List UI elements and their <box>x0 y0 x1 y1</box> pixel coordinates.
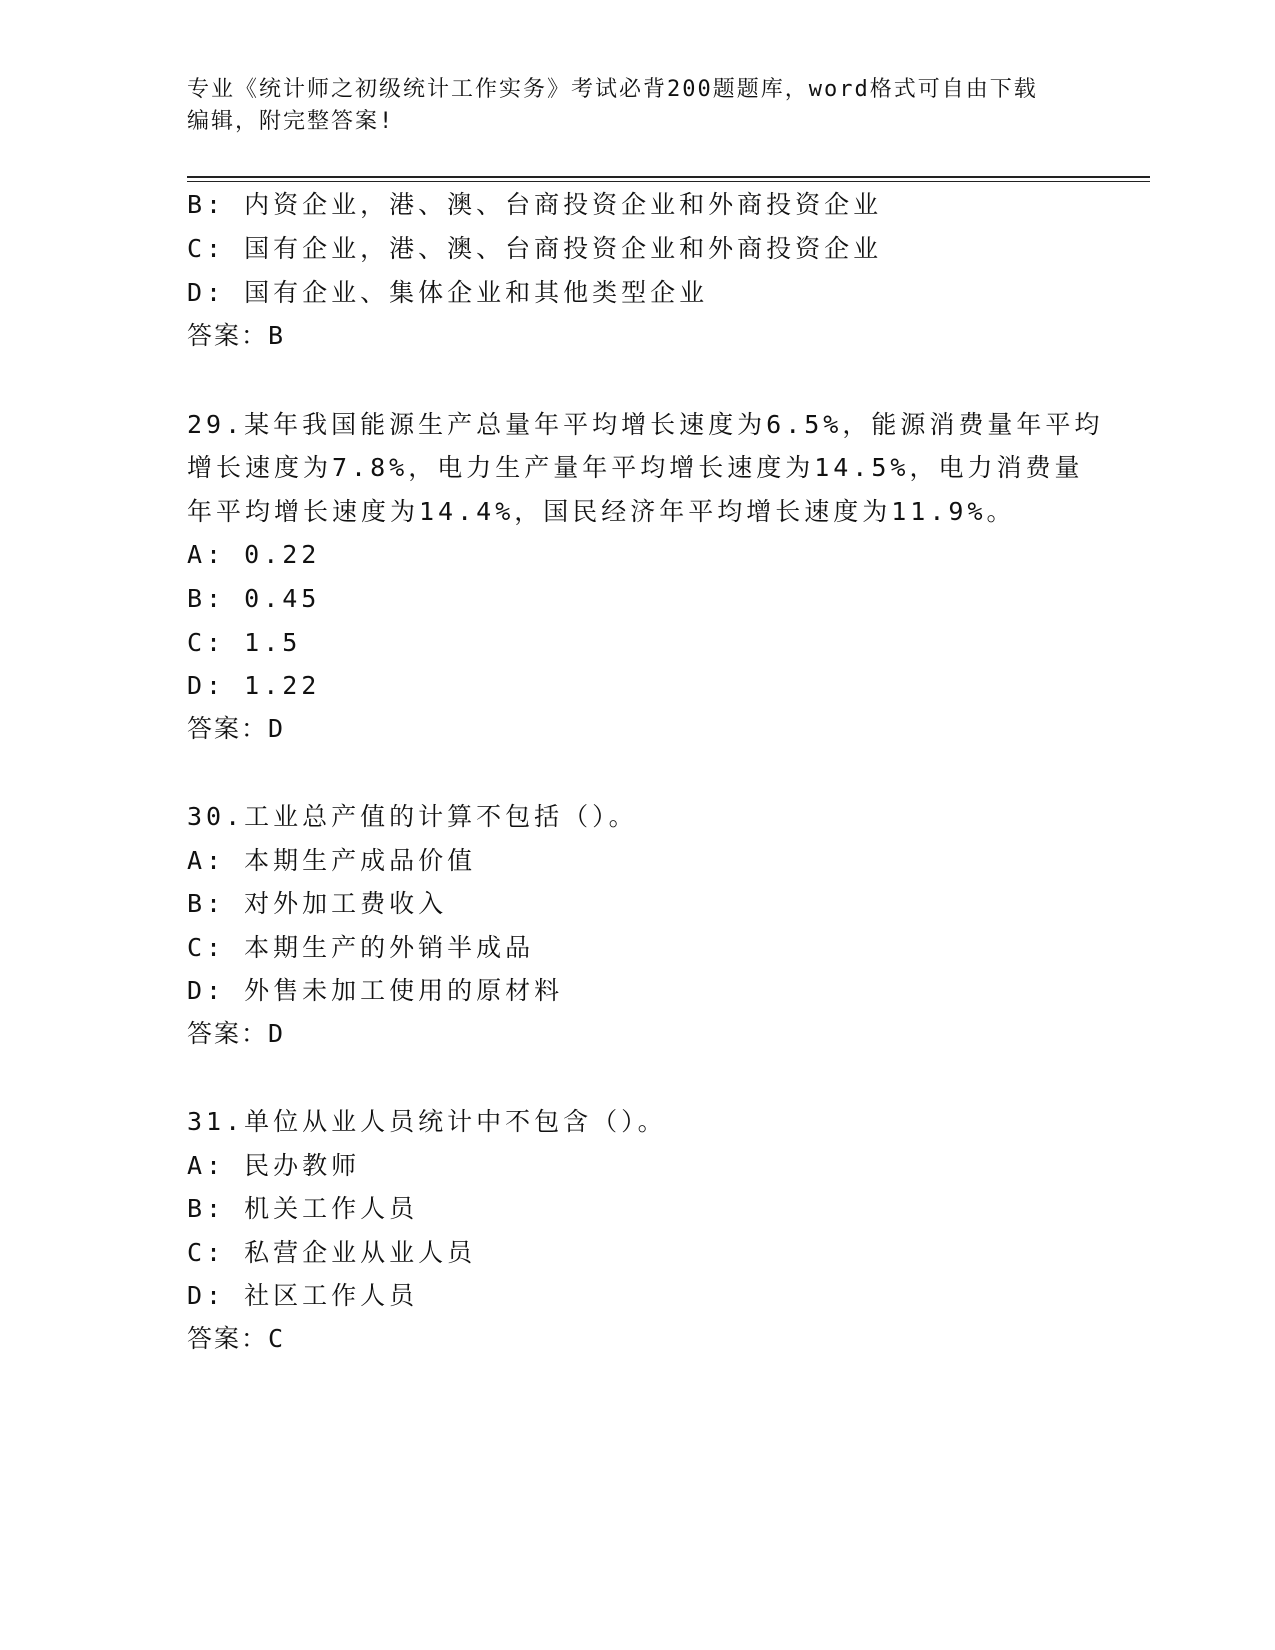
document-header <box>187 74 1087 138</box>
q29-answer: 答案：D <box>187 714 286 743</box>
q29-text-line-3: 年平均增长速度为14.4%，国民经济年平均增长速度为11.9%。 <box>187 497 1016 526</box>
prev-option-c: C: 国有企业，港、澳、台商投资企业和外商投资企业 <box>187 234 883 263</box>
q30-option-a: A: 本期生产成品价值 <box>187 846 477 875</box>
q29-text-line-2: 增长速度为7.8%，电力生产量年平均增长速度为14.5%，电力消费量 <box>187 453 1084 482</box>
q30-text-line-1: 30.工业总产值的计算不包括（）。 <box>187 802 638 831</box>
prev-option-d: D: 国有企业、集体企业和其他类型企业 <box>187 278 709 307</box>
header-divider-thin <box>187 181 1150 182</box>
q31-option-d: D: 社区工作人员 <box>187 1281 419 1310</box>
q31-option-a: A: 民办教师 <box>187 1151 361 1180</box>
header-divider-thick <box>187 176 1150 178</box>
q30-option-b: B: 对外加工费收入 <box>187 889 448 918</box>
header-title-line-1: 专业《统计师之初级统计工作实务》考试必背200题题库，word格式可自由下载 <box>187 77 1038 102</box>
q29-option-d: D: 1.22 <box>187 671 321 700</box>
q30-answer: 答案：D <box>187 1019 286 1048</box>
header-title-line-2: 编辑，附完整答案! <box>187 109 395 134</box>
q31-option-c: C: 私营企业从业人员 <box>187 1238 477 1267</box>
q30-option-c: C: 本期生产的外销半成品 <box>187 933 535 962</box>
q31-option-b: B: 机关工作人员 <box>187 1194 419 1223</box>
q29-text-line-1: 29.某年我国能源生产总量年平均增长速度为6.5%，能源消费量年平均 <box>187 410 1104 439</box>
q29-option-a: A: 0.22 <box>187 540 321 569</box>
q31-answer: 答案：C <box>187 1324 286 1353</box>
q29-option-b: B: 0.45 <box>187 584 321 613</box>
q31-text-line-1: 31.单位从业人员统计中不包含（）。 <box>187 1107 667 1136</box>
q30-option-d: D: 外售未加工使用的原材料 <box>187 976 564 1005</box>
q29-option-c: C: 1.5 <box>187 628 302 657</box>
prev-answer: 答案：B <box>187 321 286 350</box>
prev-option-b: B: 内资企业，港、澳、台商投资企业和外商投资企业 <box>187 190 883 219</box>
